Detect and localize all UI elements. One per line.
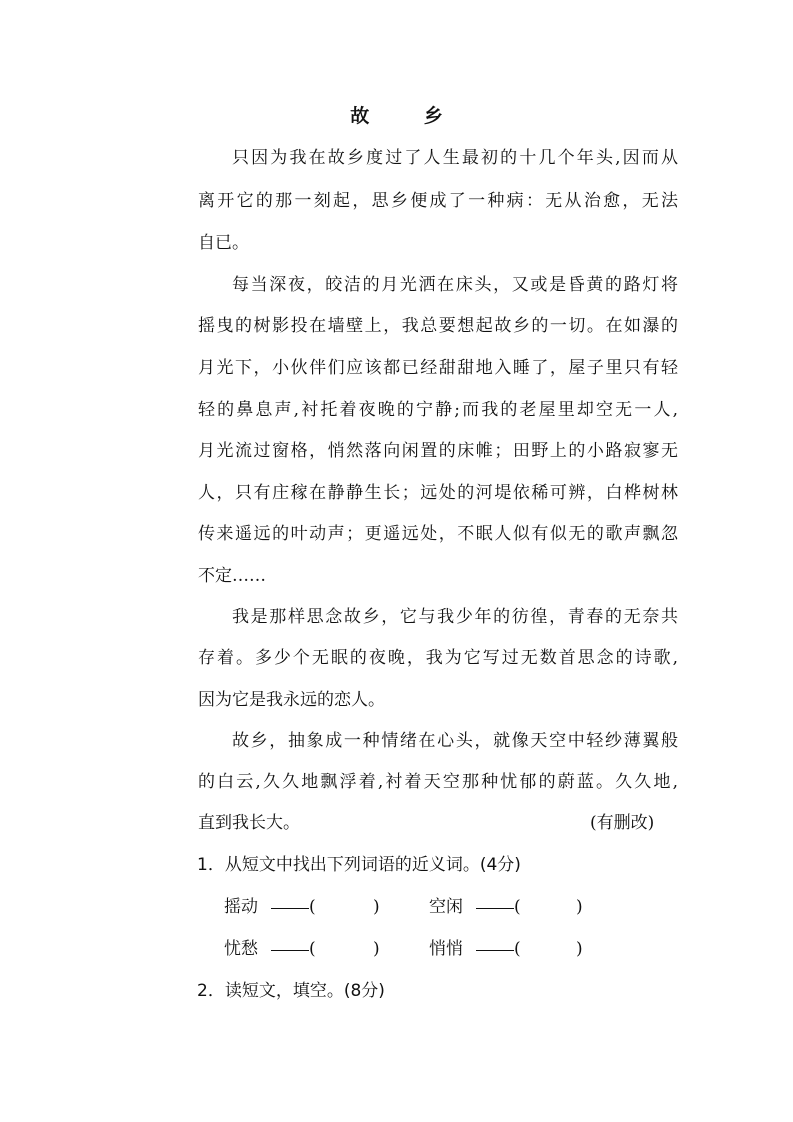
word-item-4: 悄悄 xyxy=(429,939,463,959)
answer-blank-2-close: ) xyxy=(576,897,583,917)
article-title: 故 乡 xyxy=(350,105,467,127)
dash-line xyxy=(271,908,309,909)
paragraph-2-line-5: 月光流过窗格，悄然落向闲置的床帷；田野上的小路寂寥无 xyxy=(198,441,678,461)
paragraph-4-line-3: 直到我长大。 xyxy=(198,813,300,833)
source-note: (有删改) xyxy=(590,813,655,833)
paragraph-1-line-3: 自已。 xyxy=(198,233,249,253)
answer-blank-1[interactable]: ( xyxy=(309,897,316,917)
dash-line xyxy=(476,950,514,951)
paragraph-4-line-2: 的白云,久久地飘浮着,衬着天空那种忧郁的蔚蓝。久久地, xyxy=(198,772,678,792)
word-item-1: 摇动 xyxy=(224,897,258,917)
question-2-prompt: 2．读短文，填空。(8分) xyxy=(197,981,385,1001)
paragraph-3-line-3: 因为它是我永远的恋人。 xyxy=(198,690,385,710)
dash-line xyxy=(271,950,309,951)
answer-blank-2[interactable]: ( xyxy=(514,897,521,917)
paragraph-2-line-8: 不定…… xyxy=(198,566,266,586)
paragraph-2-line-4: 轻的鼻息声,衬托着夜晚的宁静;而我的老屋里却空无一人, xyxy=(198,400,678,420)
answer-blank-4-close: ) xyxy=(576,939,583,959)
paragraph-1-line-1: 只因为我在故乡度过了人生最初的十几个年头,因而从 xyxy=(232,148,678,168)
word-item-3: 忧愁 xyxy=(224,939,258,959)
paragraph-2-line-6: 人，只有庄稼在静静生长；远处的河堤依稀可辨，白桦树林 xyxy=(198,483,678,503)
answer-blank-4[interactable]: ( xyxy=(514,939,521,959)
answer-blank-1-close: ) xyxy=(373,897,380,917)
paragraph-3-line-2: 存着。多少个无眠的夜晚，我为它写过无数首思念的诗歌, xyxy=(198,648,678,668)
answer-blank-3-close: ) xyxy=(373,939,380,959)
paragraph-2-line-3: 月光下，小伙伴们应该都已经甜甜地入睡了，屋子里只有轻 xyxy=(198,358,678,378)
answer-blank-3[interactable]: ( xyxy=(309,939,316,959)
paragraph-2-line-1: 每当深夜，皎洁的月光洒在床头，又或是昏黄的路灯将 xyxy=(232,275,678,295)
question-1-prompt: 1．从短文中找出下列词语的近义词。(4分) xyxy=(197,855,521,875)
paragraph-1-line-2: 离开它的那一刻起，思乡便成了一种病：无从治愈，无法 xyxy=(198,191,678,211)
word-item-2: 空闲 xyxy=(429,897,463,917)
paragraph-2-line-7: 传来遥远的叶动声；更遥远处，不眠人似有似无的歌声飘忽 xyxy=(198,524,678,544)
paragraph-4-line-1: 故乡，抽象成一种情绪在心头，就像天空中轻纱薄翼般 xyxy=(232,731,678,751)
paragraph-3-line-1: 我是那样思念故乡，它与我少年的彷徨，青春的无奈共 xyxy=(232,607,678,627)
paragraph-2-line-2: 摇曳的树影投在墙壁上，我总要想起故乡的一切。在如瀑的 xyxy=(198,316,678,336)
dash-line xyxy=(476,908,514,909)
